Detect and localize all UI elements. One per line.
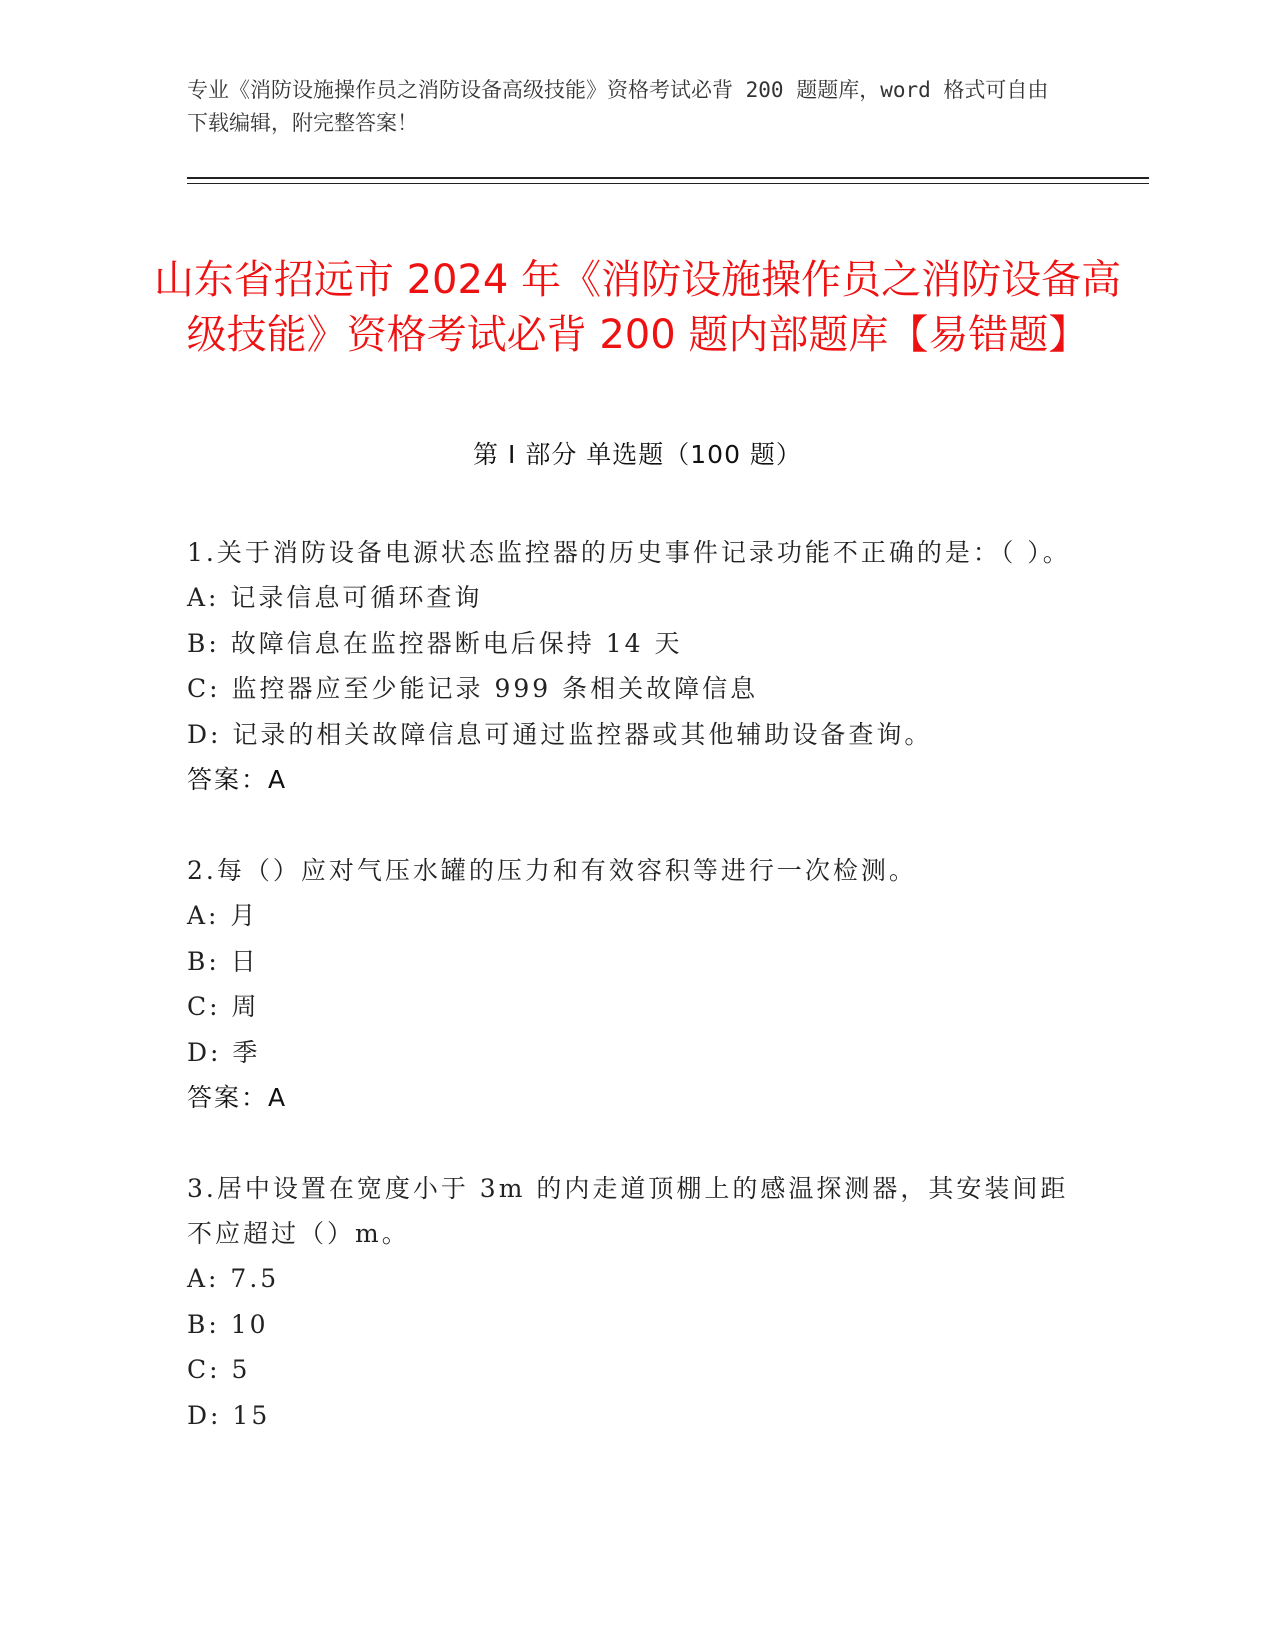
answer: 答案：A xyxy=(187,765,288,794)
question-stem: 1.关于消防设备电源状态监控器的历史事件记录功能不正确的是：（ ）。 xyxy=(187,538,1071,567)
option-a: A: 记录信息可循环查询 xyxy=(187,583,483,612)
question-stem: 3.居中设置在宽度小于 3m 的内走道顶棚上的感温探测器，其安装间距不应超过（）m。 xyxy=(187,1174,1069,1248)
option-b: B: 10 xyxy=(187,1309,269,1339)
option-b: B: 故障信息在监控器断电后保持 14 天 xyxy=(187,628,683,658)
header-note: 专业《消防设施操作员之消防设备高级技能》资格考试必背 200 题题库，word 格式可自由下载编辑，附完整答案！ xyxy=(187,78,1049,135)
option-d: D: 15 xyxy=(187,1400,271,1430)
section-heading: 第 I 部分 单选题（100 题） xyxy=(473,440,802,469)
question-3 xyxy=(187,1166,1087,1438)
option-a: A: 7.5 xyxy=(187,1264,280,1293)
question-stem: 2.每（）应对气压水罐的压力和有效容积等进行一次检测。 xyxy=(187,856,917,885)
question-list xyxy=(187,530,1087,1483)
question-2 xyxy=(187,848,1087,1121)
option-a: A: 月 xyxy=(187,901,259,930)
option-d: D: 记录的相关故障信息可通过监控器或其他辅助设备查询。 xyxy=(187,719,933,749)
header-divider xyxy=(187,177,1149,179)
header-divider-thin xyxy=(187,183,1149,184)
question-1 xyxy=(187,530,1087,803)
option-c: C: 监控器应至少能记录 999 条相关故障信息 xyxy=(187,674,759,703)
option-d: D: 季 xyxy=(187,1037,261,1067)
option-b: B: 日 xyxy=(187,946,259,976)
option-c: C: 周 xyxy=(187,992,260,1021)
answer: 答案：A xyxy=(187,1083,288,1112)
option-c: C: 5 xyxy=(187,1355,251,1384)
document-title: 山东省招远市 2024 年《消防设施操作员之消防设备高级技能》资格考试必背 200 题内部题库【易错题】 xyxy=(153,256,1122,358)
